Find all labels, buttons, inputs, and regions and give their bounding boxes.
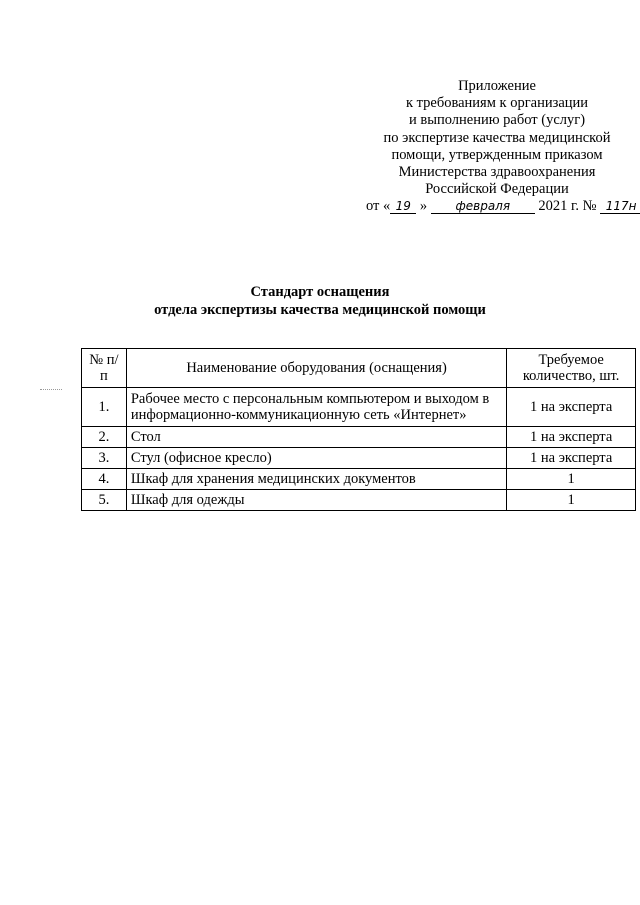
- header-name: Наименование оборудования (оснащения): [126, 349, 506, 388]
- document-title: [0, 284, 640, 319]
- table-row: [82, 427, 636, 448]
- cell-name: Стол: [126, 427, 506, 448]
- table-row: [82, 448, 636, 469]
- appendix-header: [352, 78, 640, 216]
- cell-num: 1.: [82, 388, 127, 427]
- cell-name: Шкаф для одежды: [126, 490, 506, 511]
- appendix-line: Приложение: [458, 78, 536, 94]
- cell-num: 2.: [82, 427, 127, 448]
- title-line-1: Стандарт оснащения: [250, 284, 390, 300]
- cell-qty: 1 на эксперта: [507, 448, 636, 469]
- order-date-line: [366, 198, 640, 215]
- appendix-line: по экспертизе качества медицинской: [383, 129, 611, 146]
- cell-name: Стул (офисное кресло): [126, 448, 506, 469]
- appendix-line: к требованиям к организации: [405, 95, 589, 112]
- header-num: № п/п: [82, 349, 127, 388]
- cell-qty: 1: [507, 490, 636, 511]
- cell-num: 3.: [82, 448, 127, 469]
- table-header-row: [82, 349, 636, 388]
- cell-qty: 1 на эксперта: [507, 388, 636, 427]
- cell-name: Шкаф для хранения медицинских документов: [126, 469, 506, 490]
- handwritten-day: 19: [390, 199, 416, 214]
- appendix-line: и выполнению работ (услуг): [408, 112, 586, 129]
- scan-mark: [40, 389, 62, 391]
- cell-num: 4.: [82, 469, 127, 490]
- table-row: [82, 469, 636, 490]
- table-row: [82, 388, 636, 427]
- cell-qty: 1: [507, 469, 636, 490]
- date-mid: »: [419, 198, 428, 215]
- handwritten-month: февраля: [431, 199, 535, 214]
- title-line-2: отдела экспертизы качества медицинской помощи: [154, 301, 486, 318]
- cell-name: Рабочее место с персональным компьютером и выходом в информационно-коммуникационную сеть «Интернет»: [126, 388, 506, 427]
- cell-qty: 1 на эксперта: [507, 427, 636, 448]
- date-prefix: от «: [366, 198, 391, 215]
- appendix-line: Российской Федерации: [425, 181, 569, 198]
- date-year: 2021 г. №: [538, 198, 597, 215]
- handwritten-order-number: 117н: [600, 199, 640, 214]
- appendix-line: Министерства здравоохранения: [398, 164, 596, 181]
- header-qty: Требуемое количество, шт.: [507, 349, 636, 388]
- cell-num: 5.: [82, 490, 127, 511]
- equipment-table: [81, 348, 636, 511]
- table-row: [82, 490, 636, 511]
- appendix-line: помощи, утвержденным приказом: [391, 146, 603, 163]
